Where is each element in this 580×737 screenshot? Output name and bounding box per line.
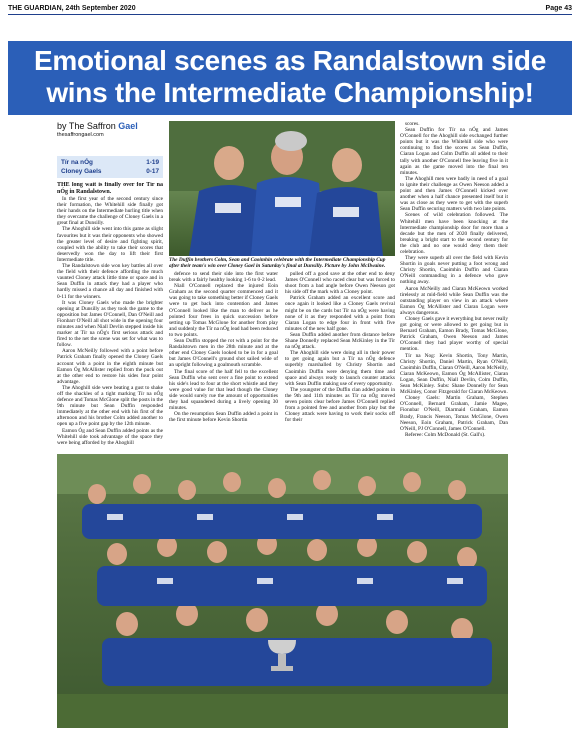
byline-author [57,121,167,131]
article-paragraph: THE long wait is finally over for Tír na nÓg in Randalstown. [57,182,163,195]
article-paragraph: Eamon Óg and Sean Duffin added points as the Whitehill side took advantage of the space they were being afforded by the Ahoghill [57,427,163,446]
article-paragraph: Sean Duffin added another from distance before Shane Donnelly replaced Sean McKinley in the Tír na nÓg attack. [285,331,395,351]
score-value: 0-17 [146,168,159,175]
score-team: Tír na nÓg [61,159,93,166]
article-paragraph: The Ahoghill side were doing all in their power to get going again but a Tír na nÓg defence superbly marshalled by Christy Shortin and Caoimhin Duffin were denying them time and space and always ready to launch counter attacks with Sean Duffin making use of every opportunity. [285,350,395,387]
byline-website: thesaffrongael.com [57,132,104,138]
headline-banner [8,41,572,115]
headline-line-2: wins the Intermediate Championship! [46,77,534,108]
photo-caption: The Duffin brothers Colm, Sean and Caoimhin celebrate with the Intermediate Championship Cup after their team's win over Cloney Gael in Saturday's final at Dunsilly. Picture by John McIlwaine. [169,257,386,269]
score-team: Cloney Gaels [61,168,102,175]
article-paragraph: The final score of the half fell to the excellent Sean Duffin who sent over a fine point to extend his side's lead to four at the short whistle and they were good value for that lead though the Cloney side would surely rue the amount of opportunities they had squandered during a lively opening 30 minutes. [169,368,278,412]
paper-dateline: THE GUARDIAN, 24th September 2020 [8,5,136,12]
byline-name: Gael [118,121,138,131]
article-paragraph: Sean Duffin for Tír na nÓg and James O'Connell for the Ahoghill side exchanged further points but it was the Whitehill side who were continuing to find the scores as Sean Duffin, Ciaran Logan and Colm Duffin all added to their tally with another O'Connell free leaving five in it again as the game moved into the final ten minutes. [400,127,508,176]
article-column-2 [169,271,278,450]
article-paragraph: It was Cloney Gaels who made the brighter opening at Dunsilly as they took the game to the opposition but James O'Connell, Dan O'Neill and Fionbarr O'Neill all shot wide in the opening four minutes and when Niall Devlin stepped inside his marker at Tír na nÓg's first serious attack and fired to the net the scene was set for what was to follow. [57,299,163,349]
score-row [61,167,159,176]
article-paragraph: Niall O'Connell replaced the injured Eoin Graham as the second quarter commenced and it was going to take something better if Cloney Gaels were to get back into contention and James O'Connell looked like the man to deliver as he pointed four frees in quick succession before setting up Tomas McGlone for another from play and suddenly the Tír na nÓg lead had been reduced to two points. [169,283,278,338]
article-paragraph: Referee: Colm McDonald (St. Gall's). [405,431,486,438]
article-paragraph: They were superb all over the field with Kevin Shortin in goals never putting a foot wrong and Christy Shortin, Caoimhin Duffin and Ciaran O'Neill commanding in a defence who gave nothing away. [400,255,508,286]
article-paragraph: The Ahoghill side went into this game as slight favourites but it was their opponents who showed the greater level of desire and fighting spirit, coupled with the ability to take their scores that deservedly won the day to lift their first Intermediate title. [57,226,163,263]
article-paragraph: In the first year of the second century since their formation, the Whitehill side finally got their hands on the Intermediate hurling title when they overcame the challenge of Cloney Gaels in a great final at Dunsilly. [57,196,163,227]
article-paragraph: On the resumption Sean Duffin added a point in the first minute before Kevin Shortin [169,411,278,424]
page-number: Page 43 [545,5,572,12]
article-paragraph: Patrick Graham added an excellent score and once again it looked like a Cloney Gaels revival might be on the cards but Tír na nÓg were having none of it as they responded with a point from Ciaran Logan to edge four in front with five minutes of the new half gone. [285,295,395,332]
article-column-3 [285,271,395,450]
article-paragraph: Tír na Nog: Kevin Shortin, Tony Martin, Christy Shortin, Daniel Martin, Ryan O'Neill, Caoimhin Duffin, Ciaran O'Neill, Aaron McNeilly, Ciaran McKeown, Eamon Óg McAllister, Ciaran Logan, Sean Duffin, Niall Devlin, Colm Duffin, Sean McKinley. Subs: Shane Donnelly for Sean McKinley, Conor Fitzgerald for Ciaran McKeown. [400,352,508,396]
article-paragraph: Sean Duffin stopped the rot with a point for the Randalstown men in the 28th minute and at the other end Cloney Gaels looked to be in for a goal but James O'Connell's ground shot sailed wide of an upright following a goalmouth scramble. [169,338,278,369]
article-paragraph: Cloney Gaels: Martin Graham, Stephen O'Connell, Bernard Graham, Jamie Magee, Fionnbar O'Neill, Diarmaid Graham, Eamon Brady, Francis Neeson, Tomas McGlone, Owen Neeson, Eoin Graham, Patrick Graham, Dan O'Neill, PJ O'Connell, James O'Connell. [400,395,508,432]
article-paragraph: Cloney Gaels gave it everything but never really got going or were allowed to get going but in Bernard Graham, Eamon Brady, Tomas McGlone, Patrick Graham, Owen Neeson and James O'Connell they had player worthy of special mention. [400,316,508,353]
article-paragraph: Aaron McNeilly and Ciaran McKeown worked tirelessly at mid-field while Sean Duffin was the outstanding player on view in an attack where Eamon Óg McAllister and Ciaran Logan were always dangerous. [400,285,508,316]
article-column-4 [400,121,508,450]
article-paragraph: The Randalstown side won key battles all over the field with their defence affording the much vaunted Cloney attack little time or space and in Sean Duffin in attack they had a player who hardly missed a chance all day and finished with 0-11 for the winners. [57,263,163,300]
masthead [8,3,572,15]
team-photo-illustration [57,454,508,728]
article-paragraph: The youngster of the Duffin clan added points in the 9th and 11th minutes as Tír na nÓg moved seven points clear before James O'Connell replied from a pointed free and another from play but the Cloney attack were having to work their socks off for their [285,386,395,424]
headline-line-1: Emotional scenes as Randalstown side [33,45,547,76]
article-paragraph: Scenes of wild celebration followed. The Whitehill men have been knocking at the Intermediate championship door for more than a decade but the men of 2020 finally delivered, breaking a bright start to the second century for the club and no one would deny them their celebration. [400,212,508,255]
article-paragraph: defence to send their side into the first water break with a fairly healthy looking 1-6 to 0-2 lead. [169,271,278,284]
byline [57,121,167,153]
article-column-1 [57,182,163,450]
photo-duffin-brothers [169,121,395,256]
photo-illustration [169,121,395,256]
article-paragraph: Aaron McNeilly followed with a point before Patrick Graham finally opened the Cloney Gaels account with a point in the eighth minute but Eamon Óg McAllister replied from the puck out at the other end to restore his sides four point advantage. [57,348,163,385]
byline-prefix: by The Saffron [57,121,116,131]
photo-team-celebration [57,454,508,728]
score-value: 1-19 [146,159,159,166]
score-box [57,156,163,178]
score-row [61,158,159,167]
article-paragraph: The Ahoghill side were beating a gust to shake off the shackles of a tight marking Tír na nÓg defence and Tomas McGlone split the posts in the 9th minute but Sean Duffin responded immediately at the other end with his first of the afternoon and his brother Colm added another to open up a five point gap by the 12th minute. [57,384,163,428]
article-paragraph: scores. [405,121,420,127]
article-paragraph: pulled off a good save at the other end to deny James O'Connell who raced clear but was forced to shoot from a bad angle before Owen Neeson got his side off the mark with a Cloney point. [285,271,395,296]
article-paragraph: The Ahoghill men were badly in need of a goal to ignite their challenge as Owen Neeson added a point and then James O'Connell kicked over another when a half chance presented itself but it was as close as they were to get with the superb Sean Duffin securing matters with two late points. [400,175,508,213]
